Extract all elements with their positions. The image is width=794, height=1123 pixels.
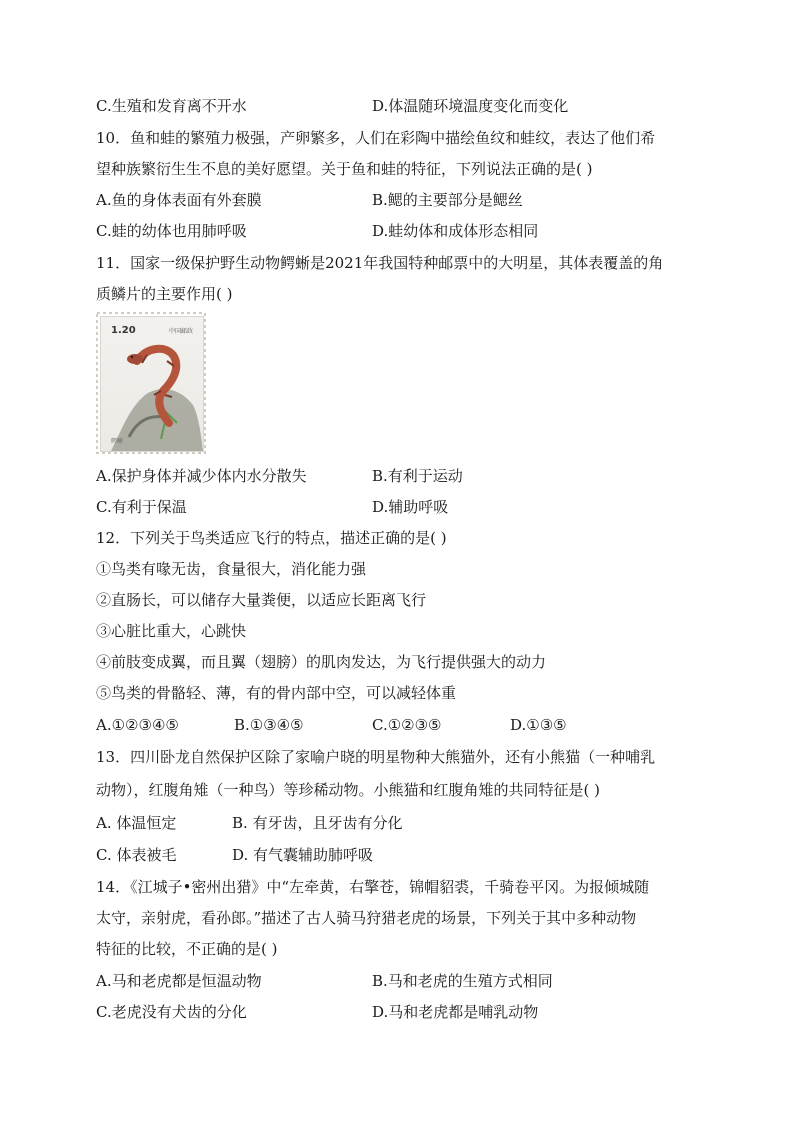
q13-stem-line2: 动物），红腹角雉（一种鸟）等珍稀动物。小熊猫和红腹角雉的共同特征是( ) [96, 781, 600, 799]
q12-statement-3: ③心脏比重大，心跳快 [96, 622, 247, 640]
q9-option-c: C.生殖和发育离不开水 [96, 97, 247, 115]
q12-statement-1: ①鸟类有喙无齿，食量很大，消化能力强 [96, 560, 367, 578]
q12-option-b: B.①③④⑤ [234, 716, 304, 734]
stamp-image [96, 312, 206, 454]
q10-stem-line2: 望种族繁衍生生不息的美好愿望。关于鱼和蛙的特征，下列说法正确的是( ) [96, 160, 593, 178]
q14-option-d: D.马和老虎都是哺乳动物 [372, 1003, 539, 1021]
q11-stem-line1: 11．国家一级保护野生动物鳄蜥是2021年我国特种邮票中的大明星，其体表覆盖的角 [96, 254, 664, 272]
q13-option-a: A. 体温恒定 [96, 814, 177, 832]
q10-option-c: C.蛙的幼体也用肺呼吸 [96, 222, 247, 240]
q14-option-b: B.马和老虎的生殖方式相同 [372, 972, 553, 990]
q13-stem-line1: 13．四川卧龙自然保护区除了家喻户晓的明星物种大熊猫外，还有小熊猫（一种哺乳 [96, 748, 656, 766]
q13-option-c: C. 体表被毛 [96, 846, 177, 864]
q10-stem-line1: 10．鱼和蛙的繁殖力极强，产卵繁多，人们在彩陶中描绘鱼纹和蛙纹，表达了他们希 [96, 129, 656, 147]
q11-stem-line2: 质鳞片的主要作用( ) [96, 285, 233, 303]
q14-option-a: A.马和老虎都是恒温动物 [96, 972, 262, 990]
q10-option-d: D.蛙幼体和成体形态相同 [372, 222, 539, 240]
q14-option-c: C.老虎没有犬齿的分化 [96, 1003, 247, 1021]
q12-statement-4: ④前肢变成翼，而且翼（翅膀）的肌肉发达，为飞行提供强大的动力 [96, 653, 547, 671]
q11-option-a: A.保护身体并减少体内水分散失 [96, 467, 307, 485]
lizard-illustration [101, 317, 203, 451]
q14-stem-line3: 特征的比较，不正确的是( ) [96, 940, 278, 958]
q12-statement-5: ⑤鸟类的骨骼轻、薄，有的骨内部中空，可以减轻体重 [96, 684, 457, 702]
q12-option-c: C.①②③⑤ [372, 716, 442, 734]
q11-option-c: C.有利于保温 [96, 498, 187, 516]
q12-stem: 12．下列关于鸟类适应飞行的特点，描述正确的是( ) [96, 529, 447, 547]
q10-option-b: B.鳃的主要部分是鳃丝 [372, 191, 523, 209]
stamp-value: 1.20 [111, 325, 136, 336]
q13-option-b: B. 有牙齿，且牙齿有分化 [232, 814, 403, 832]
q10-option-a: A.鱼的身体表面有外套膜 [96, 191, 262, 209]
stamp-artwork [100, 316, 204, 452]
stamp-caption: 鳄蜥 [111, 438, 124, 445]
q12-option-a: A.①②③④⑤ [96, 716, 179, 734]
q12-statement-2: ②直肠长，可以储存大量粪便，以适应长距离飞行 [96, 591, 427, 609]
stamp-post-label: 中国邮政 [168, 328, 193, 335]
q13-option-d: D. 有气囊辅助肺呼吸 [232, 846, 374, 864]
q11-option-b: B.有利于运动 [372, 467, 463, 485]
q14-stem-line1: 14．《江城子•密州出猎》中“左牵黄，右擎苍，锦帽貂裘，千骑卷平冈。为报倾城随 [96, 878, 650, 896]
q11-option-d: D.辅助呼吸 [372, 498, 449, 516]
q14-stem-line2: 太守，亲射虎，看孙郎。”描述了古人骑马狩猎老虎的场景，下列关于其中多种动物 [96, 909, 637, 927]
q9-option-d: D.体温随环境温度变化而变化 [372, 97, 569, 115]
q12-option-d: D.①③⑤ [510, 716, 567, 734]
